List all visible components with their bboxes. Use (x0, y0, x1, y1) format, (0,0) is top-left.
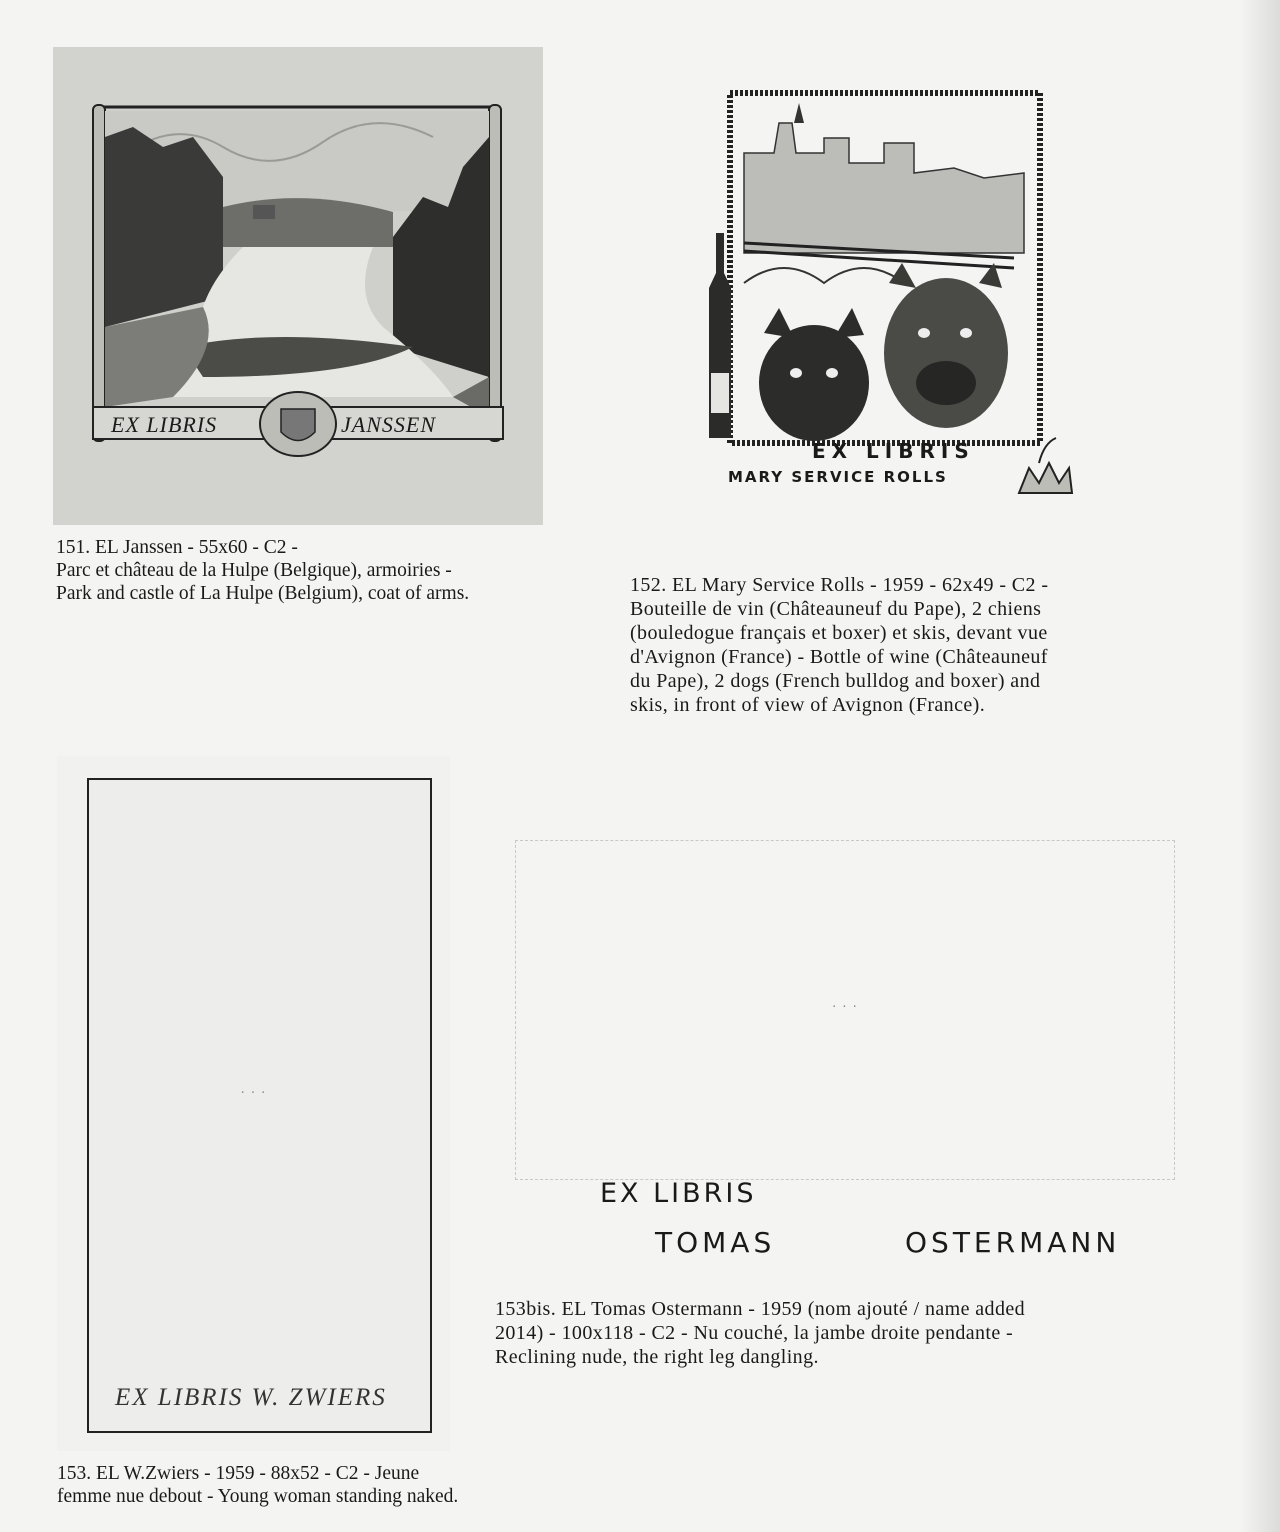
plate-151-artwork (53, 47, 543, 525)
caption-153bis-line: 153bis. EL Tomas Ostermann - 1959 (nom ajouté / name added (495, 1298, 1026, 1320)
caption-153bis-line: Reclining nude, the right leg dangling. (495, 1346, 819, 1368)
page-gutter-shadow (1240, 0, 1280, 1532)
caption-153bis (495, 1297, 1025, 1369)
plate-153bis-ostermann (495, 770, 1195, 1290)
caption-151 (56, 536, 469, 605)
plate-151-lettering-left: EX LIBRIS (111, 412, 218, 437)
caption-153-line: femme nue debout - Young woman standing naked. (57, 1486, 459, 1507)
caption-152 (630, 573, 1048, 717)
caption-152-line: d'Avignon (France) - Bottle of wine (Châteauneuf (630, 646, 1048, 668)
plate-153-zwiers (57, 756, 450, 1451)
plate-153bis-lettering-last: OSTERMANN (905, 1226, 1121, 1259)
plate-153-lettering: EX LIBRIS W. ZWIERS (115, 1384, 387, 1411)
plate-153bis-lettering-line1: EX LIBRIS (600, 1178, 757, 1209)
plate-153-artwork-placeholder: · · · (240, 1086, 267, 1101)
caption-152-line: skis, in front of view of Avignon (France). (630, 694, 986, 716)
plate-152-lettering-line2: MARY SERVICE ROLLS (728, 468, 948, 486)
caption-151-line: Park and castle of La Hulpe (Belgium), coat of arms. (56, 583, 470, 604)
caption-153 (57, 1462, 458, 1508)
caption-152-line: Bouteille de vin (Châteauneuf du Pape), 2 chiens (630, 598, 1042, 620)
caption-151-line: Parc et château de la Hulpe (Belgique), armoiries - (56, 560, 452, 581)
caption-152-line: du Pape), 2 dogs (French bulldog and boxer) and (630, 670, 1041, 692)
plate-151-janssen (53, 47, 543, 525)
caption-151-line: 151. EL Janssen - 55x60 - C2 - (56, 537, 298, 558)
caption-152-line: (bouledogue français et boxer) et skis, devant vue (630, 622, 1048, 644)
plate-153-border (87, 778, 432, 1433)
plate-153bis-lettering-first: TOMAS (655, 1226, 776, 1259)
plate-152-lettering-line1: EX LIBRIS (812, 439, 975, 463)
caption-153bis-line: 2014) - 100x118 - C2 - Nu couché, la jambe droite pendante - (495, 1322, 1014, 1344)
plate-151-lettering-right: JANSSEN (341, 412, 436, 437)
plate-152-mary-service-rolls (684, 83, 1074, 515)
plate-153bis-artwork-placeholder: · · · (832, 1000, 858, 1015)
caption-152-line: 152. EL Mary Service Rolls - 1959 - 62x49 - C2 - (630, 574, 1049, 596)
caption-153-line: 153. EL W.Zwiers - 1959 - 88x52 - C2 - Jeune (57, 1463, 420, 1484)
